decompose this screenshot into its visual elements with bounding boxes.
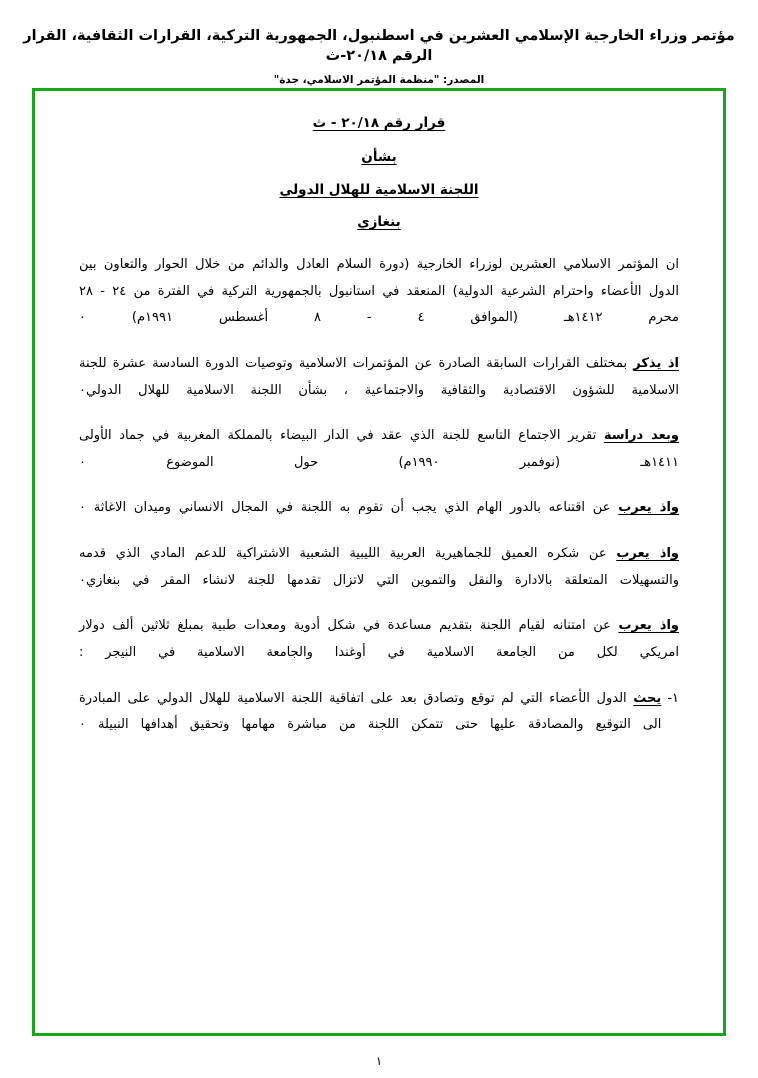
document-header [0, 0, 758, 86]
document-source: المصدر: "منظمة المؤتمر الاسلامي، جدة" [273, 73, 485, 86]
paragraph-lead: واذ يعرب [618, 618, 679, 634]
resolution-heading [79, 115, 679, 230]
paragraph-text: عن امتنانه لقيام اللجنة بتقديم مساعدة في شكل أدوية ومعدات طبية بمبلغ ثلاثين ألف دولار امريكي لكل من الجامعة الاسلامية في أوغندا والجامعة الاسلامية في النيجر : [79, 618, 679, 661]
item-body [79, 686, 661, 739]
paragraph-expressing-thanks [79, 541, 679, 594]
resolution-body [35, 91, 723, 763]
paragraph-preamble [79, 252, 679, 332]
resolution-regarding-label: بشأن [361, 149, 397, 165]
resolution-number: قرار رقم ٢٠/١٨ - ث [312, 115, 446, 131]
paragraph-text: تقرير الاجتماع التاسع للجنة الذي عقد في الدار البيضاء بالمملكة المغربية في جماد الأولى ١٤١١هـ (نوفمبر ١٩٩٠م) حول الموضوع ٠ [79, 428, 679, 470]
paragraph-having-studied [79, 423, 679, 476]
resolution-place: بنغازي [357, 214, 401, 230]
paragraph-text: عن شكره العميق للجماهيرية العربية الليبية الشعبية الاشتراكية للدعم المادي الذي قدمه والتسهيلات المتعلقة بالادارة والنقل والتموين التي لاتزال تقدمها للجنة لانشاء المقر في بنغازي٠ [79, 546, 679, 588]
paragraph-lead: واذ يعرب [616, 546, 680, 562]
numbered-item-1 [79, 686, 679, 739]
item-number: ١- [667, 690, 679, 706]
paragraph-text: عن اقتناعه بالدور الهام الذي يجب أن تقوم به اللجنة في المجال الانساني وميدان الاغاثة ٠ [79, 500, 611, 516]
resolution-subject: اللجنة الاسلامية للهلال الدولي [279, 182, 479, 198]
green-border-frame [32, 88, 726, 1036]
paragraph-lead: واذ يعرب [618, 500, 679, 516]
document-title: مؤتمر وزراء الخارجية الإسلامي العشرين في اسطنبول، الجمهورية التركية، القرارات الثقافية، القرار الرقم ٢٠/١٨-ث [23, 28, 735, 65]
item-lead: يحث [633, 690, 662, 706]
paragraph-recalling [79, 351, 679, 404]
page-number: ١ [375, 1054, 383, 1068]
item-text: الدول الأعضاء التي لم توقع وتصادق بعد على اتفاقية اللجنة الاسلامية للهلال الدولي على المبادرة الى التوقيع والمصادقة عليها حتى تتمكن اللجنة من مباشرة مهامها وتحقيق أهدافها النبيلة ٠ [79, 690, 662, 733]
paragraph-lead: اذ يذكر [633, 355, 679, 371]
paragraph-expressing-conviction [79, 495, 679, 522]
paragraph-text: بمختلف القرارات السابقة الصادرة عن المؤتمرات الاسلامية وتوصيات الدورة السادسة عشرة للجنة الاسلامية للشؤون الاقتصادية والثقافية والاجتماعية ، بشأن اللجنة الاسلامية للهلال الدولي٠ [79, 355, 679, 398]
paragraph-text: ان المؤتمر الاسلامي العشرين لوزراء الخارجية (دورة السلام العادل والدائم من خلال الحوار والتعاون بين الدول الأعضاء واحترام الشرعية الدولية) المنعقد في استانبول بالجمهورية التركية في الفترة من ٢٤ - ٢٨ محرم ١٤١٢هـ (الموافق ٤ - ٨ أغسطس ١٩٩١م) ٠ [79, 257, 679, 326]
paragraph-lead: وبعد دراسة [603, 428, 679, 444]
item-paragraph [79, 686, 661, 739]
paragraph-expressing-gratitude [79, 613, 679, 666]
